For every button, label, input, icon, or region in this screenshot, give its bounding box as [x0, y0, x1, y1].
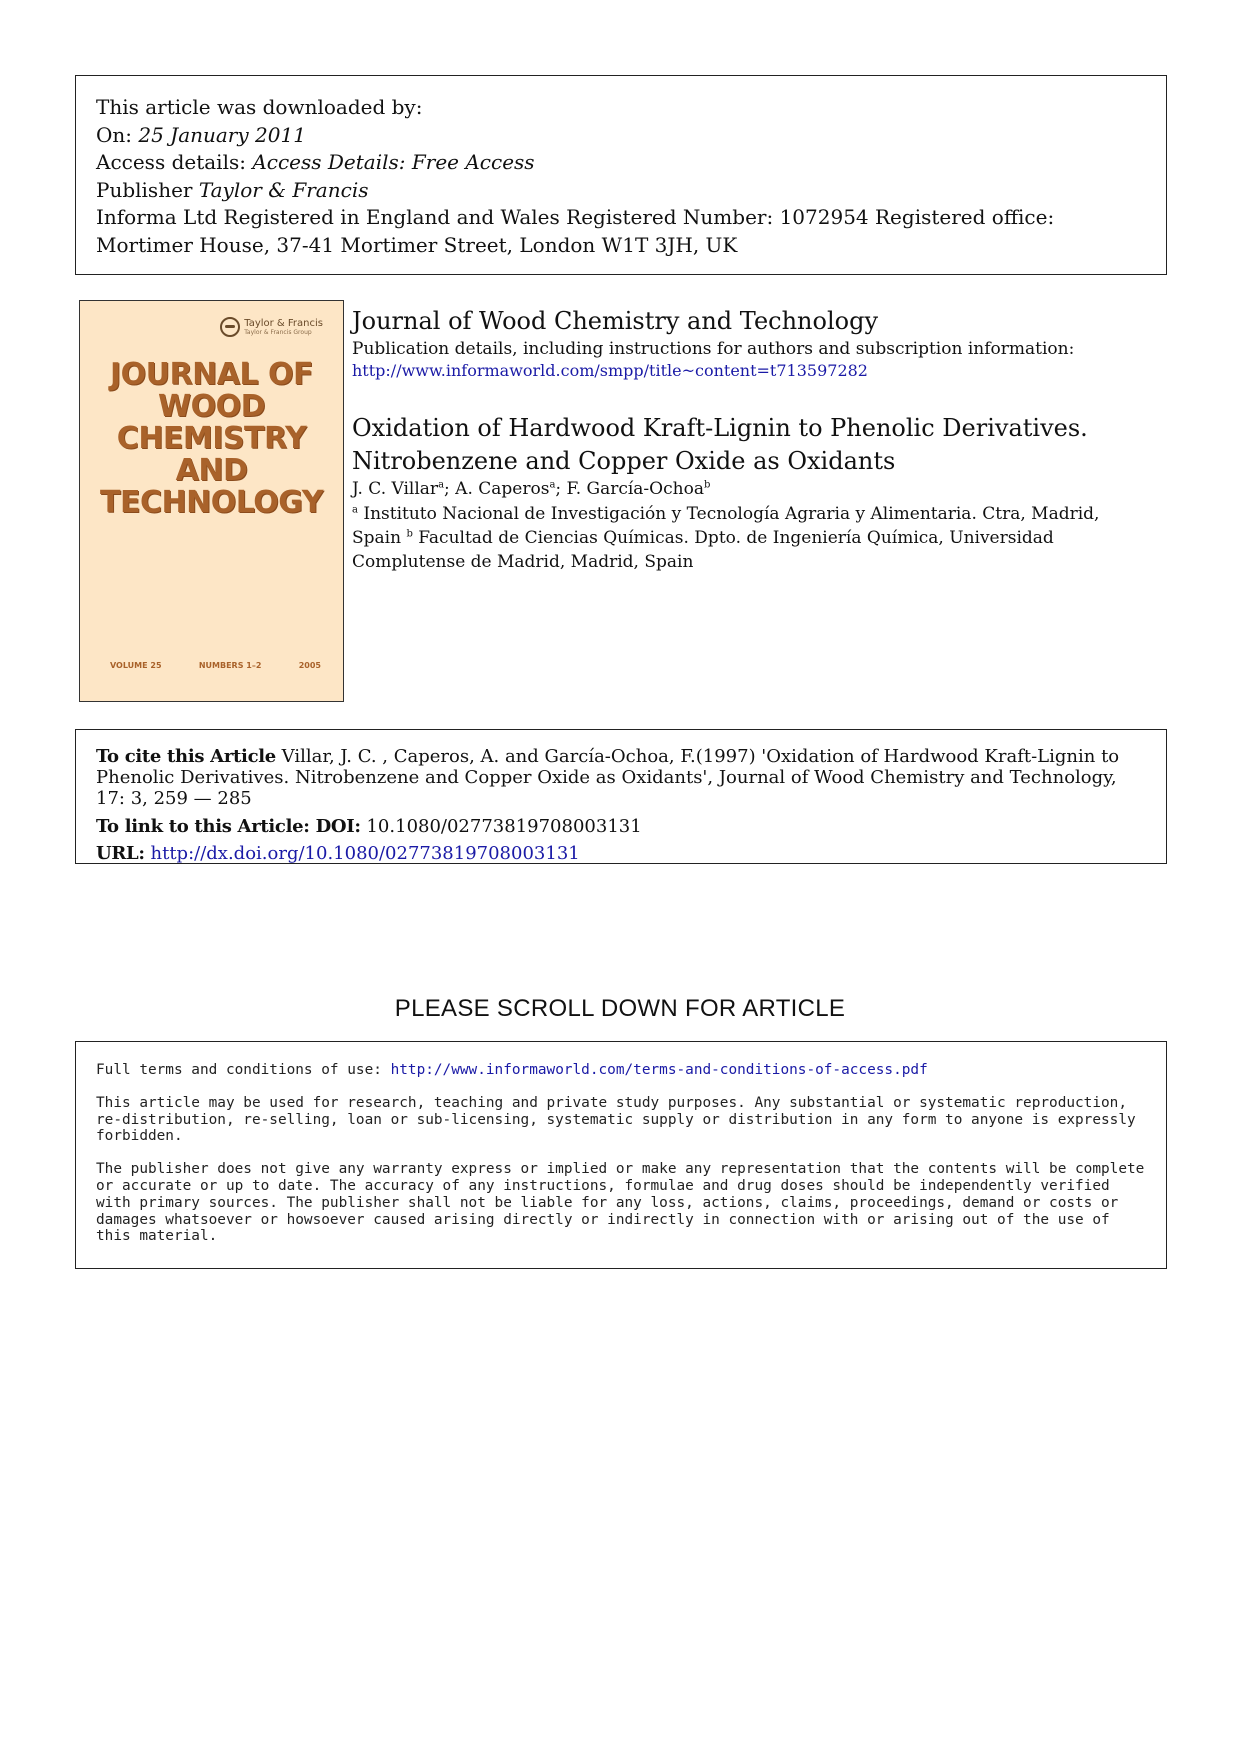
publisher-value: Taylor & Francis	[198, 177, 369, 202]
citation-text	[96, 746, 1146, 809]
cover-numbers: NUMBERS 1–2	[198, 661, 262, 670]
affiliation-marker: a	[549, 479, 556, 491]
access-details	[96, 149, 1146, 177]
access-details-value: Access Details: Free Access	[252, 150, 535, 174]
affiliation-marker: a	[352, 504, 358, 516]
cover-title-line: AND	[175, 453, 248, 488]
terms-line	[96, 1062, 1146, 1079]
publication-details: Publication details, including instructions for authors and subscription information:	[352, 339, 1075, 359]
download-info-box	[75, 75, 1167, 275]
doi-url-link[interactable]: http://dx.doi.org/10.1080/02773819708003131	[150, 843, 580, 864]
publisher-label: Publisher	[96, 177, 199, 202]
cover-title-line: CHEMISTRY	[116, 421, 307, 456]
affiliation-b: Facultad de Ciencias Químicas. Dpto. de Ingeniería Química, Universidad Complutense de Madrid, Madrid, Spain	[352, 528, 1054, 572]
cover-year: 2005	[298, 661, 321, 670]
article-title	[352, 412, 1152, 478]
download-date-label: On:	[96, 122, 139, 147]
downloaded-by-text: This article was downloaded by:	[96, 95, 423, 119]
publisher	[96, 177, 1146, 205]
doi-value: 10.1080/02773819708003131	[366, 816, 642, 837]
url-label: URL:	[96, 843, 145, 864]
terms-label: Full terms and conditions of use:	[96, 1062, 391, 1078]
article-info	[352, 306, 1152, 574]
terms-paragraph-1: This article may be used for research, teaching and private study purposes. Any substantial or systematic reproduction, re-distribution, re-selling, loan or sub-licensing, systematic supply or distribution in any form to anyone is expressly forbidden.	[96, 1094, 1136, 1145]
journal-cover-image	[79, 300, 344, 702]
article-title-line1: Oxidation of Hardwood Kraft-Lignin to Phenolic Derivatives.	[352, 414, 1088, 442]
cover-publisher-name: Taylor & Francis	[244, 318, 323, 329]
affiliation-marker: a	[438, 479, 445, 491]
cite-label: To cite this Article	[96, 746, 276, 767]
terms-box	[75, 1041, 1167, 1269]
cover-title-line: WOOD	[158, 389, 265, 424]
affiliation-marker: b	[406, 528, 413, 540]
scroll-notice: PLEASE SCROLL DOWN FOR ARTICLE	[394, 995, 846, 1022]
url-row	[96, 840, 1146, 867]
cover-title	[80, 359, 343, 519]
cover-footer	[110, 661, 321, 670]
doi-label: To link to this Article: DOI:	[96, 816, 361, 837]
cover-title-line: JOURNAL OF	[109, 357, 313, 392]
journal-url-link[interactable]: http://www.informaworld.com/smpp/title~content=t713597282	[352, 361, 868, 380]
journal-title: Journal of Wood Chemistry and Technology	[352, 307, 878, 335]
terms-paragraph-2: The publisher does not give any warranty express or implied or make any representation that the contents will be complete or accurate or up to date. The accuracy of any instructions, formulae and drug doses should be independently verified with primary sources. The publisher shall not be liable for any loss, actions, claims, proceedings, demand or costs or damages whatsoever or howsoever caused arising directly or indirectly in connection with or arising out of the use of this material.	[96, 1161, 1145, 1245]
author-name: F. García-Ochoa	[566, 479, 704, 499]
cite-value: Villar, J. C. , Caperos, A. and García-Ochoa, F.(1997) 'Oxidation of Hardwood Kraft-Lignin to Phenolic Derivatives. Nitrobenzene and Copper Oxide as Oxidants', Journal of Wood Chemistry and Technology, 17: 3, 259 — 285	[96, 746, 1120, 809]
download-date-value: 25 January 2011	[138, 122, 306, 147]
author-name: J. C. Villar	[352, 479, 439, 499]
cover-title-line: TECHNOLOGY	[100, 485, 323, 520]
cover-publisher-mark	[220, 317, 323, 337]
affiliation-a: Instituto Nacional de Investigación y Tecnología Agraria y Alimentaria. Ctra, Madrid, Spain	[352, 504, 1100, 548]
publisher-logo-icon	[220, 317, 240, 337]
doi-row	[96, 813, 1146, 840]
access-details-label: Access details:	[96, 150, 253, 174]
author-name: A. Caperos	[455, 479, 550, 499]
terms-url-link[interactable]: http://www.informaworld.com/terms-and-conditions-of-access.pdf	[390, 1062, 928, 1078]
affiliation-marker: b	[703, 479, 711, 491]
download-date	[96, 122, 1146, 150]
cover-publisher-sub: Taylor & Francis Group	[244, 329, 312, 336]
authors: J. C. Villar$^a$; A. Caperos$^a$; F. García-Ochoa$^b$	[352, 479, 711, 499]
affiliations	[352, 502, 1142, 574]
registered-office-text: Informa Ltd Registered in England and Wales Registered Number: 1072954 Registered office: Mortimer House, 37-41 Mortimer Street, London W1T 3JH, UK	[96, 205, 1055, 257]
citation-box	[75, 729, 1167, 864]
cover-volume: VOLUME 25	[110, 661, 162, 670]
article-title-line2: Nitrobenzene and Copper Oxide as Oxidants	[352, 447, 896, 475]
